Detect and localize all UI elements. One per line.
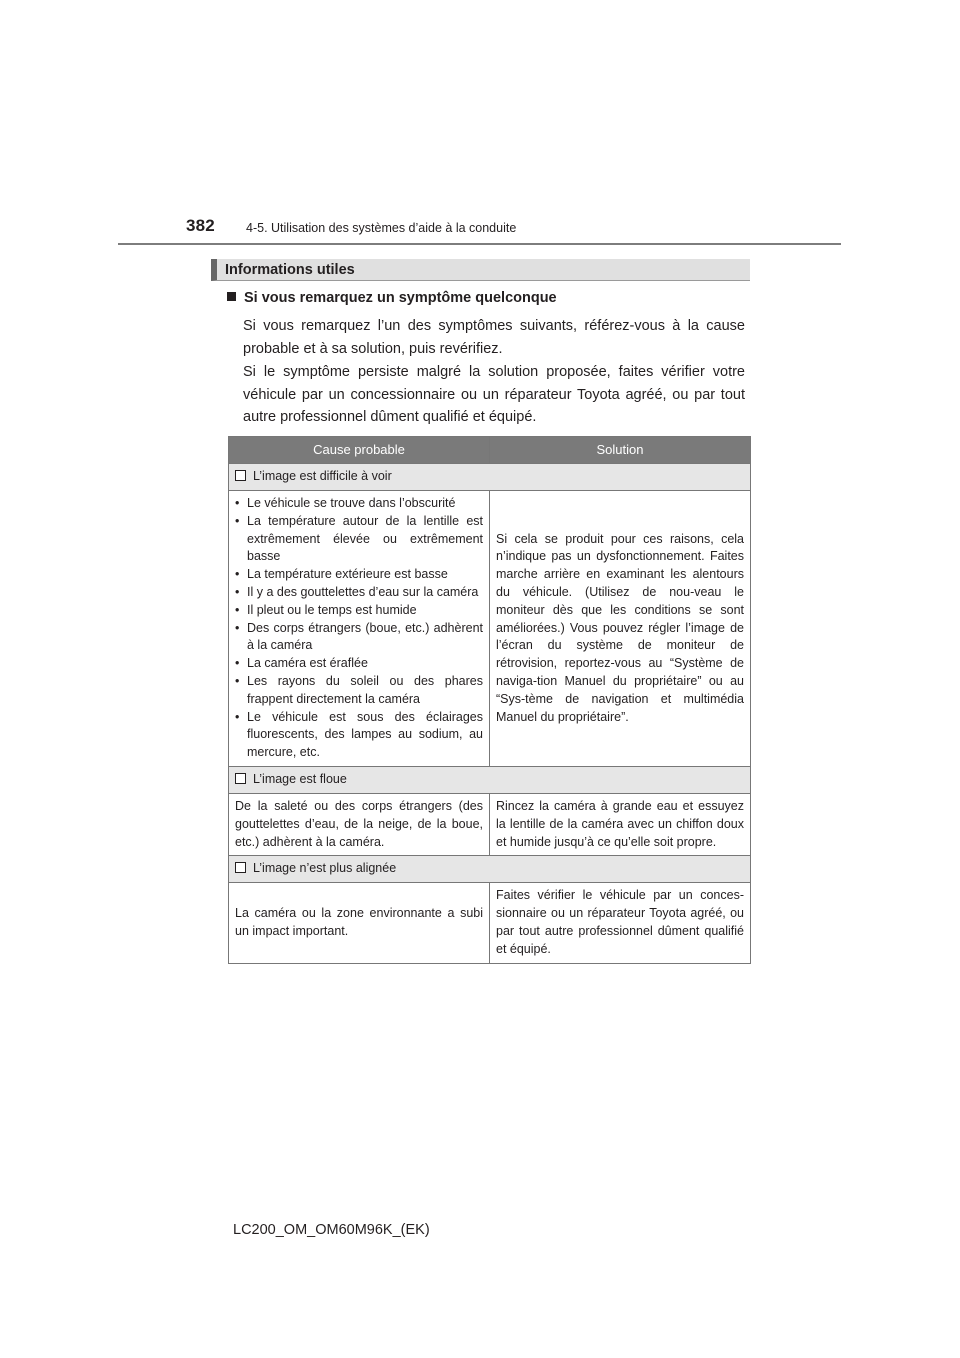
cause-cell bbox=[229, 491, 490, 767]
cause-list bbox=[235, 495, 483, 762]
checkbox-icon bbox=[235, 773, 246, 784]
list-item: • Il pleut ou le temps est humide bbox=[235, 602, 483, 620]
intro-paragraph: Si vous remarquez l’un des symptômes suivants, référez-vous à la cause probable et à sa solution, puis revérifiez. bbox=[243, 318, 745, 357]
header-solution: Solution bbox=[490, 437, 751, 464]
header-rule bbox=[118, 243, 841, 245]
list-item: • La caméra est éraflée bbox=[235, 655, 483, 673]
solution-cell: Si cela se produit pour ces raisons, cela n’indique pas un dysfonctionnement. Faites marche arrière en examinant les alentours du véhicule. (Utilisez de nou-veau le moniteur dès que les conditions se sont améliorées.) Vous pouvez régler l’image de l’écran du système de moniteur de rétrovision, reportez-vous au “Système de naviga-tion Manuel du propriétaire” ou au “Sys-tème de navigation et multimédia Manuel du propriétaire”. bbox=[490, 491, 751, 767]
info-heading-band bbox=[211, 259, 750, 281]
category-label: L’image est difficile à voir bbox=[253, 469, 392, 484]
advice-paragraph: Si le symptôme persiste malgré la solution proposée, faites vérifier votre véhicule par un concessionnaire ou un réparateur Toyota agréé, ou par tout autre professionnel dûment qualifié et équipé. bbox=[243, 364, 745, 425]
list-item: • Le véhicule est sous des éclairages fluorescents, des lampes au sodium, au mercure, etc. bbox=[235, 709, 483, 762]
solution-cell: Rincez la caméra à grande eau et essuyez la lentille de la caméra avec un chiffon doux et humide jusqu’à ce qu’elle soit propre. bbox=[490, 793, 751, 855]
category-label: L’image n’est plus alignée bbox=[253, 861, 397, 876]
solution-cell: Faites vérifier le véhicule par un conces-sionnaire ou un réparateur Toyota agréé, ou par tout autre professionnel dûment qualifié et équipé. bbox=[490, 883, 751, 963]
cause-cell: La caméra ou la zone environnante a subi un impact important. bbox=[229, 883, 490, 963]
category-label: L’image est floue bbox=[253, 772, 347, 787]
page-number: 382 bbox=[186, 216, 215, 235]
cause-cell: De la saleté ou des corps étrangers (des gouttelettes d’eau, de la neige, de la boue, etc.) adhèrent à la caméra. bbox=[229, 793, 490, 855]
table-row bbox=[229, 491, 751, 767]
list-item: • Le véhicule se trouve dans l’obscurité bbox=[235, 495, 483, 513]
list-item: • Des corps étrangers (boue, etc.) adhèrent à la caméra bbox=[235, 620, 483, 656]
checkbox-icon bbox=[235, 862, 246, 873]
table-row bbox=[229, 883, 751, 963]
section-title: 4-5. Utilisation des systèmes d’aide à la conduite bbox=[246, 221, 517, 235]
category-row bbox=[229, 766, 751, 793]
list-item: • La température extérieure est basse bbox=[235, 566, 483, 584]
checkbox-icon bbox=[235, 470, 246, 481]
square-bullet-icon bbox=[227, 292, 236, 301]
symptom-table bbox=[228, 436, 751, 964]
category-row bbox=[229, 464, 751, 491]
subheading-text: Si vous remarquez un symptôme quelconque bbox=[244, 290, 557, 306]
list-item: • Les rayons du soleil ou des phares frappent directement la caméra bbox=[235, 673, 483, 709]
list-item: • Il y a des gouttelettes d’eau sur la caméra bbox=[235, 584, 483, 602]
info-heading-label: Informations utiles bbox=[225, 262, 355, 278]
table-header-row bbox=[229, 437, 751, 464]
list-item: • La température autour de la lentille est extrêmement élevée ou extrêmement basse bbox=[235, 513, 483, 566]
category-row bbox=[229, 856, 751, 883]
table-row bbox=[229, 793, 751, 855]
header-cause: Cause probable bbox=[229, 437, 490, 464]
subheading bbox=[227, 290, 557, 306]
document-code-footer: LC200_OM_OM60M96K_(EK) bbox=[233, 1222, 430, 1238]
